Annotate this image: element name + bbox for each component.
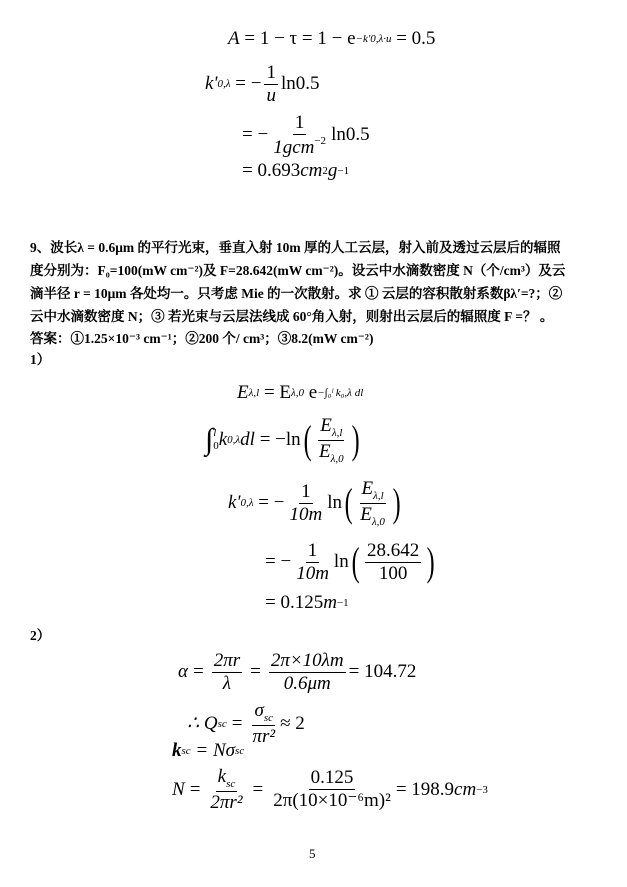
eq-exponent: −2 — [314, 134, 327, 147]
eq-subscript: sc — [226, 778, 236, 790]
eq-subscript: λ,0 — [291, 387, 305, 399]
eq-text: k — [218, 429, 228, 451]
problem-line: 9、波长λ = 0.6μm 的平行光束，垂直入射 10m 厚的人工云层，射入前及透过云层后的辐照 — [30, 240, 561, 255]
fraction — [271, 767, 393, 812]
equation-optical-depth — [205, 415, 362, 465]
equation-k-result — [242, 160, 349, 182]
eq-text: = 198.9 — [395, 778, 455, 800]
fraction — [212, 650, 242, 695]
eq-subscript: λ,l — [248, 387, 260, 399]
equation-k-definition — [205, 62, 319, 107]
eq-text: E — [361, 478, 374, 499]
equation-k-substitution — [242, 112, 370, 159]
eq-subscript: sc — [235, 745, 245, 757]
eq-subscript: sc — [181, 745, 191, 757]
fraction — [269, 650, 346, 695]
eq-text: k' — [228, 492, 241, 514]
eq-text: ln — [327, 492, 342, 514]
numerator — [360, 478, 386, 504]
eq-text: N — [172, 778, 185, 800]
problem-line: 滴半径 r = 10μm 各处均一。只考虑 Mie 的一次散射。求 ① 云层的容积散射系数βλ′=?；② — [30, 286, 563, 301]
denominator — [271, 135, 328, 159]
problem-line: 云中水滴数密度 N；③ 若光束与云层法线成 60°角入射，则射出云层后的辐照度 F =？ 。 — [30, 309, 554, 324]
eq-text: E — [319, 440, 331, 462]
right-paren: ) — [392, 480, 401, 526]
eq-text: = −ln — [259, 429, 301, 451]
fraction — [208, 766, 244, 813]
eq-text: = 104.72 — [348, 661, 417, 683]
numerator: 1 — [266, 62, 276, 83]
denominator — [358, 504, 387, 529]
eq-text: = − — [235, 73, 262, 95]
numerator: 1 — [301, 480, 311, 502]
eq-subscript: 0,λ — [217, 78, 231, 91]
fraction — [250, 700, 277, 747]
eq-text: = 0.125 — [265, 592, 324, 613]
eq-text: E — [237, 382, 249, 403]
fraction — [358, 478, 387, 528]
equation-absorptance — [228, 28, 435, 50]
right-paren: ) — [426, 539, 435, 585]
eq-exponent: −1 — [337, 165, 350, 177]
eq-exponent: −k'0,λ·u — [355, 33, 392, 45]
eq-text: σ — [254, 700, 264, 721]
eq-subscript: λ,l — [373, 490, 384, 502]
eq-text: = — [231, 712, 243, 734]
part-2-label: 2） — [30, 628, 51, 643]
answer-line: 答案：①1.25×10⁻³ cm⁻¹；②200 个/ cm³；③8.2(mW cm⁻²) — [30, 331, 374, 346]
eq-text: k' — [205, 73, 218, 95]
eq-text: ln — [333, 551, 349, 573]
eq-subscript: 0,λ — [240, 497, 254, 510]
numerator: 1 — [307, 540, 318, 561]
fraction — [317, 415, 346, 465]
denominator: 10m — [296, 562, 329, 584]
numerator: 2πr — [213, 650, 241, 671]
upper-limit: l — [213, 426, 217, 439]
denominator: 2π(10×10⁻⁶m)² — [273, 790, 391, 812]
left-paren: ( — [303, 417, 312, 463]
denominator: 0.6μm — [283, 672, 331, 694]
equation-number-density — [172, 766, 488, 813]
fraction — [271, 112, 328, 159]
eq-text: ln0.5 — [331, 124, 370, 146]
eq-text: = 0.693 — [242, 160, 301, 181]
eq-text: = E — [263, 382, 292, 403]
numerator: 2π×10λm — [270, 650, 344, 671]
page-number: 5 — [309, 846, 316, 861]
integral-sign: ∫ — [205, 423, 214, 457]
eq-exponent: 2 — [322, 165, 328, 177]
eq-text: = — [252, 778, 264, 800]
eq-subscript: sc — [263, 712, 274, 724]
fraction — [264, 62, 278, 107]
lower-limit: 0 — [213, 440, 219, 453]
equation-k-numeric — [265, 540, 438, 585]
part-1-label: 1） — [30, 352, 51, 367]
eq-text: E — [320, 415, 332, 436]
left-paren: ( — [351, 539, 360, 585]
fraction — [287, 481, 324, 526]
eq-text: m — [323, 592, 337, 613]
denominator: 2πr² — [210, 791, 243, 813]
eq-exponent: −3 — [476, 783, 488, 796]
numerator — [252, 700, 275, 726]
equation-k-final — [265, 592, 349, 614]
eq-text: ∴ Q — [187, 713, 218, 735]
eq-text: = — [192, 661, 204, 683]
eq-text: cm — [300, 160, 323, 181]
eq-text: e — [308, 382, 318, 403]
eq-exponent: −∫₀ˡ k₀,λ dl — [317, 387, 364, 399]
fraction — [294, 540, 331, 585]
denominator: 10m — [289, 503, 323, 525]
problem-line: 度分别为：F₀=100(mW cm⁻²)及 F=28.642(mW cm⁻²)。设云中水滴数密度 N（个/cm³）及云 — [30, 263, 566, 278]
equation-beer-law — [237, 382, 363, 404]
eq-exponent: −1 — [336, 597, 349, 609]
numerator: 0.125 — [310, 767, 354, 789]
denominator: 100 — [378, 562, 408, 584]
eq-text: = 1 − τ = 1 − e — [244, 28, 356, 49]
eq-text: ≈ 2 — [280, 712, 305, 734]
numerator — [318, 415, 344, 441]
eq-text: 1gcm — [273, 136, 315, 158]
eq-text: α — [178, 661, 188, 683]
eq-text: E — [360, 503, 372, 525]
eq-text: = 0.5 — [396, 28, 436, 49]
numerator: 1 — [294, 112, 305, 133]
eq-subscript: λ,0 — [330, 452, 344, 465]
denominator: u — [266, 84, 276, 106]
eq-subscript: λ,0 — [371, 515, 385, 528]
eq-text: ln0.5 — [280, 73, 320, 95]
eq-text: k — [172, 740, 182, 761]
numerator: 28.642 — [367, 540, 420, 561]
equation-k-from-irradiance — [228, 478, 403, 528]
numerator — [216, 766, 238, 792]
denominator: λ — [222, 672, 232, 694]
fraction — [365, 540, 421, 585]
eq-text: = − — [258, 492, 285, 514]
eq-text: = — [250, 661, 261, 683]
eq-subscript: sc — [217, 717, 227, 730]
eq-subscript: 0,λ — [227, 434, 241, 447]
equation-scattering-coefficient — [172, 740, 244, 762]
left-paren: ( — [344, 480, 353, 526]
eq-text: = — [189, 778, 201, 800]
eq-text: = Nσ — [195, 740, 236, 761]
eq-text: dl — [240, 429, 255, 451]
denominator: πr² — [252, 725, 276, 747]
eq-text: cm — [454, 778, 477, 800]
eq-text: k — [217, 766, 227, 787]
equation-size-parameter — [178, 650, 416, 695]
eq-text: = − — [242, 124, 269, 146]
denominator — [317, 441, 346, 466]
right-paren: ) — [351, 417, 360, 463]
eq-text: = − — [265, 551, 292, 573]
eq-subscript: λ,l — [331, 427, 343, 439]
eq-text: A — [228, 28, 240, 49]
eq-text: g — [327, 160, 338, 181]
